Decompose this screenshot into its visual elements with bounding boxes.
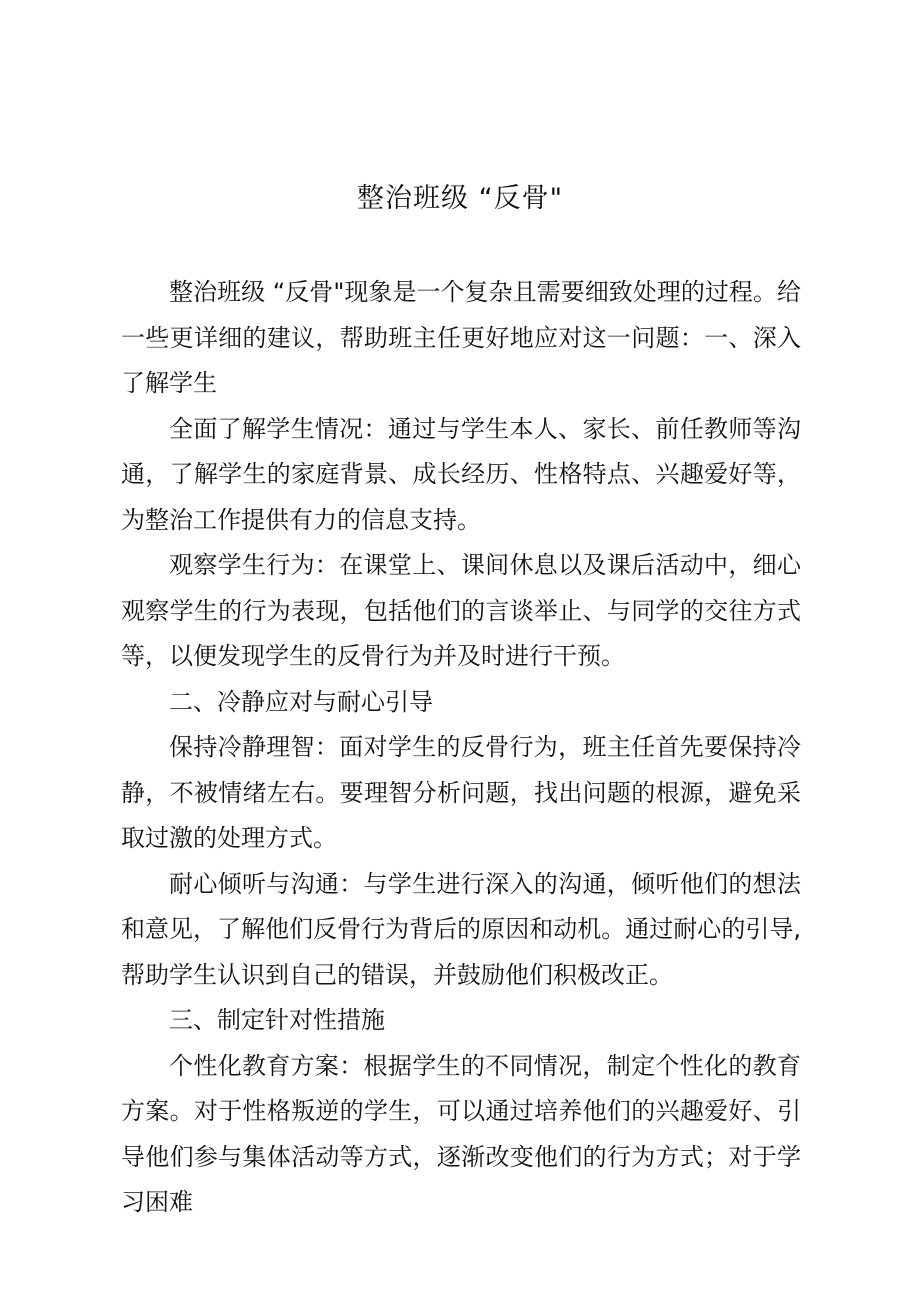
paragraph-observe-behavior: 观察学生行为：在课堂上、课间休息以及课后活动中，细心观察学生的行为表现，包括他们的言谈举止、与同学的交往方式等，以便发现学生的反骨行为并及时进行干预。 (121, 551, 801, 670)
paragraph-listen-communicate: 耐心倾听与沟通：与学生进行深入的沟通，倾听他们的想法和意见，了解他们反骨行为背后的原因和动机。通过耐心的引导,帮助学生认识到自己的错误，并鼓励他们积极改正。 (121, 869, 801, 989)
section-heading-3: 三、制定针对性措施 (169, 1006, 385, 1034)
paragraph-understand-students: 全面了解学生情况：通过与学生本人、家长、前任教师等沟通，了解学生的家庭背景、成长经历、性格特点、兴趣爱好等，为整治工作提供有力的信息支持。 (121, 414, 801, 534)
paragraph-personalized-plan: 个性化教育方案：根据学生的不同情况，制定个性化的教育方案。对于性格叛逆的学生，可以通过培养他们的兴趣爱好、引导他们参与集体活动等方式，逐渐改变他们的行为方式；对于学习困难 (121, 1051, 801, 1216)
document-title: 整治班级 “反骨" (357, 183, 563, 214)
paragraph-intro: 整治班级 “反骨"现象是一个复杂且需要细致处理的过程。给一些更详细的建议，帮助班主任更好地应对这一问题：一、深入了解学生 (121, 278, 801, 397)
paragraph-stay-calm: 保持冷静理智：面对学生的反骨行为，班主任首先要保持冷静，不被情绪左右。要理智分析问题，找出问题的根源，避免采取过激的处理方式。 (121, 733, 801, 852)
section-heading-2: 二、冷静应对与耐心引导 (169, 687, 433, 716)
document-body (121, 270, 801, 1226)
